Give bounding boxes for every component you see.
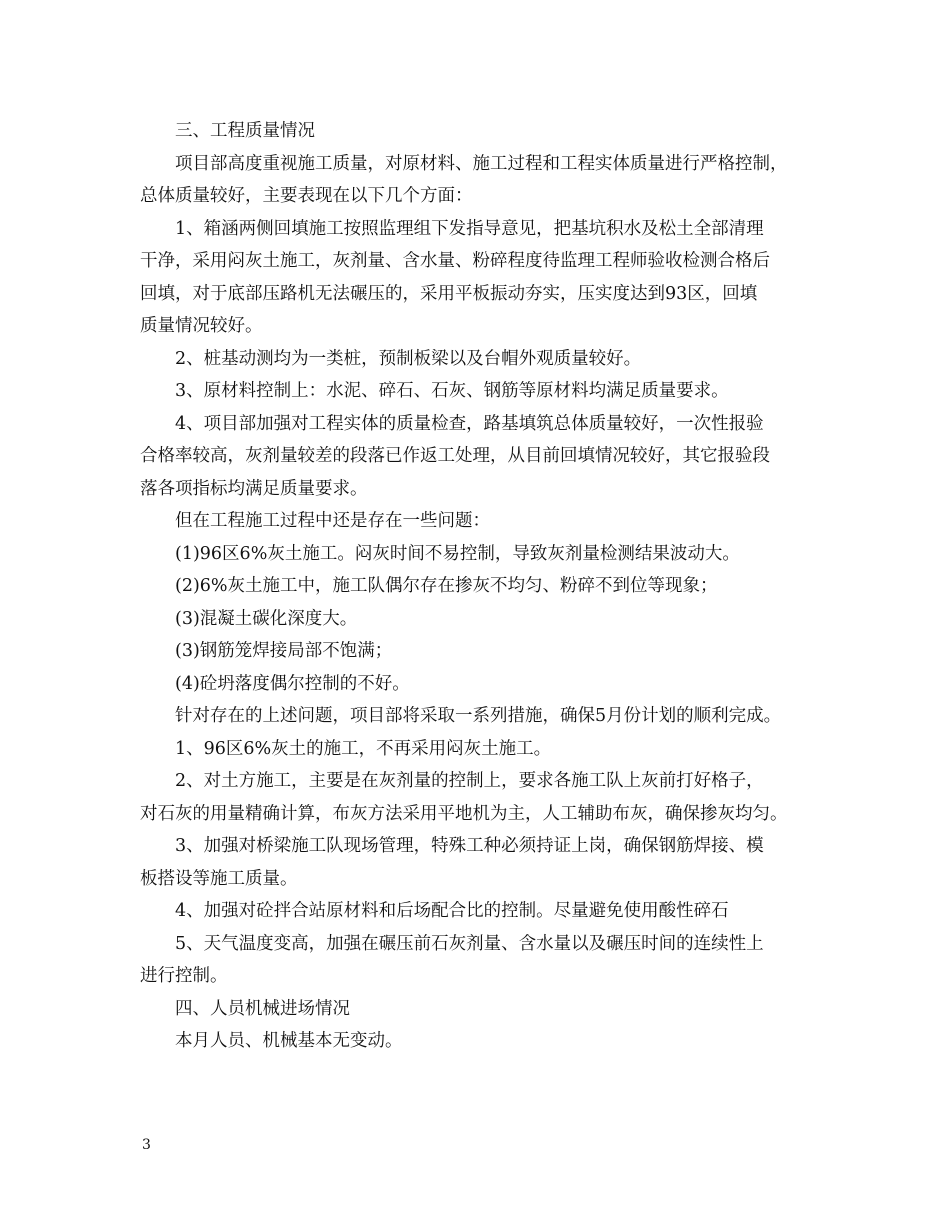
text-line: 合格率较高，灰剂量较差的段落已作返工处理，从目前回填情况较好，其它报验段 [140,446,770,466]
text-line: 5、天气温度变高，加强在碾压前石灰剂量、含水量以及碾压时间的连续性上 [175,933,764,954]
text-line: 1、箱涵两侧回填施工按照监理组下发指导意见，把基坑积水及松土全部清理 [175,218,764,239]
text-line: 回填，对于底部压路机无法碾压的，采用平板振动夯实，压实度达到93区，回填 [140,283,758,304]
text-line: 干净，采用闷灰土施工，灰剂量、含水量、粉碎程度待监理工程师验收检测合格后 [140,251,770,271]
text-line: 1、96区6%灰土的施工，不再采用闷灰土施工。 [175,738,552,759]
text-line: 本月人员、机械基本无变动。 [175,1031,403,1051]
text-line: 3、加强对桥梁施工队现场管理，特殊工种必须持证上岗，确保钢筋焊接、模 [175,836,764,856]
text-line: 三、工程质量情况 [175,121,315,141]
text-line: 项目部高度重视施工质量，对原材料、施工过程和工程实体质量进行严格控制， [175,153,788,174]
text-line: 总体质量较好，主要表现在以下几个方面： [140,186,473,206]
document-body [140,115,830,1058]
text-line: 四、人员机械进场情况 [175,998,350,1019]
text-line: 针对存在的上述问题，项目部将采取一系列措施，确保5月份计划的顺利完成。 [175,706,782,726]
text-line: 3、原材料控制上：水泥、碎石、石灰、钢筋等原材料均满足质量要求。 [175,381,729,401]
page-number: 3 [142,1137,151,1153]
text-line: 进行控制。 [140,966,228,986]
text-line: 但在工程施工过程中还是存在一些问题： [175,511,490,531]
text-line: 质量情况较好。 [140,316,263,336]
text-line: (3)混凝土碳化深度大。 [175,608,358,629]
text-line: 2、桩基动测均为一类桩，预制板梁以及台帽外观质量较好。 [175,348,642,369]
text-line: (4)砼坍落度偶尔控制的不好。 [175,673,410,694]
text-line: 2、对土方施工，主要是在灰剂量的控制上，要求各施工队上灰前打好格子， [175,771,764,791]
text-line: (1)96区6%灰土施工。闷灰时间不易控制，导致灰剂量检测结果波动大。 [175,543,740,564]
text-line: 4、加强对砼拌合站原材料和后场配合比的控制。尽量避免使用酸性碎石 [175,901,729,921]
text-line: 对石灰的用量精确计算，布灰方法采用平地机为主，人工辅助布灰，确保掺灰均匀。 [140,803,788,824]
text-line: (2)6%灰土施工中，施工队偶尔存在掺灰不均匀、粉碎不到位等现象； [175,576,718,596]
text-line: 4、项目部加强对工程实体的质量检查，路基填筑总体质量较好，一次性报验 [175,413,764,434]
text-line: 板搭设等施工质量。 [140,868,298,889]
text-line: (3)钢筋笼焊接局部不饱满； [175,641,393,661]
text-line: 落各项指标均满足质量要求。 [140,478,368,499]
